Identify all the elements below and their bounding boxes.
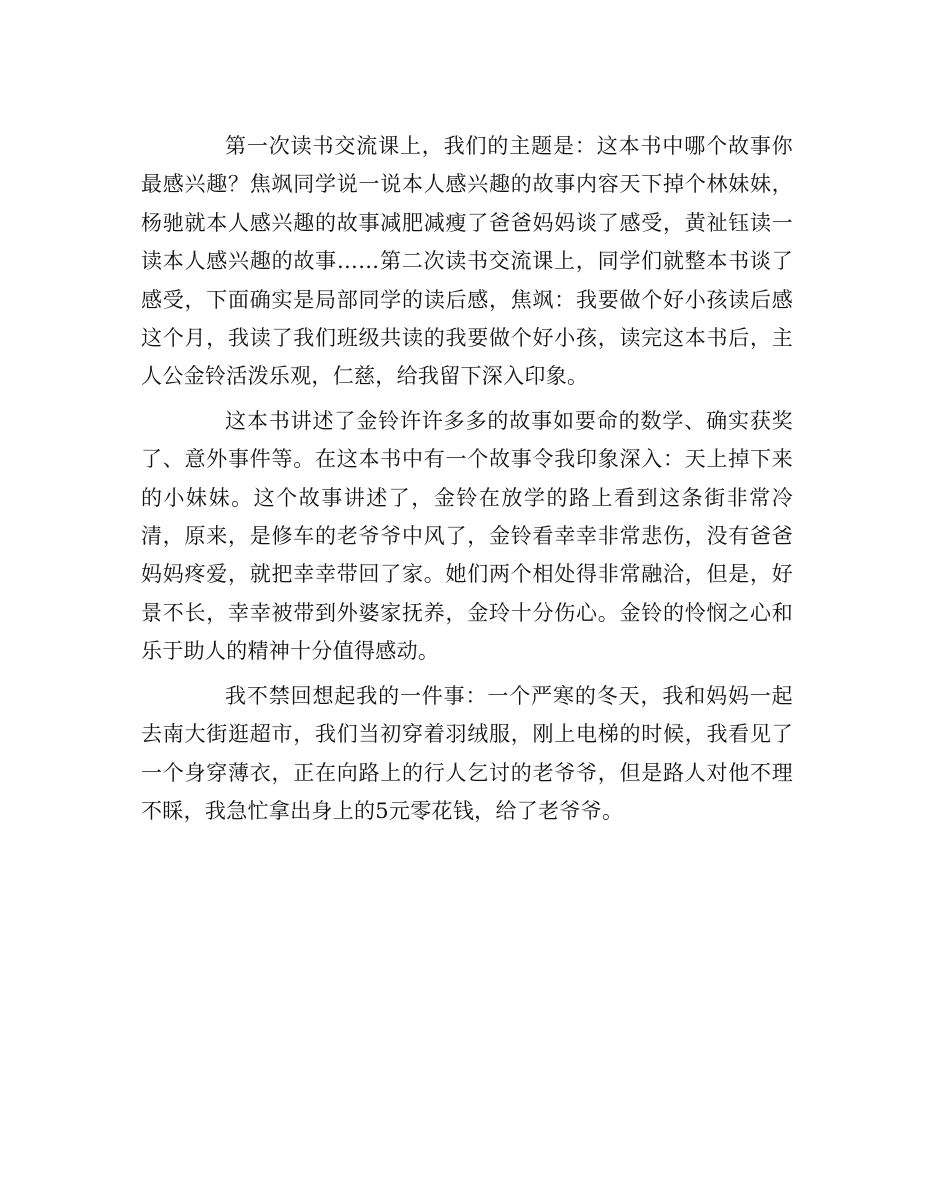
paragraph-line: 乐于助人的精神十分值得感动。 [141,639,440,664]
paragraph-line: 我不禁回想起我的一件事：一个严寒的冬天，我和妈妈一起 [225,683,793,708]
paragraph-line: 妈妈疼爱，就把幸幸带回了家。她们两个相处得非常融洽，但是，好 [141,562,793,587]
paragraph-line: 了、意外事件等。在这本书中有一个故事令我印象深入：天上掉下来 [141,447,793,472]
paragraph-line: 最感兴趣？焦飒同学说一说本人感兴趣的故事内容天下掉个林妹妹， [141,172,793,197]
paragraph-line: 这本书讲述了金铃许许多多的故事如要命的数学、确实获奖 [225,408,793,433]
paragraph-line: 读本人感兴趣的故事……第二次读书交流课上，同学们就整本书谈了 [141,249,793,274]
document-body [141,127,793,836]
paragraph-3 [141,677,793,831]
paragraph-line: 感受，下面确实是局部同学的读后感，焦飒：我要做个好小孩读后感 [141,287,793,312]
paragraph-line: 景不长，幸幸被带到外婆家抚养，金玲十分伤心。金铃的怜悯之心和 [141,600,793,625]
paragraph-line: 不睬，我急忙拿出身上的5元零花钱，给了老爷爷。 [141,798,624,823]
paragraph-line: 一个身穿薄衣，正在向路上的行人乞讨的老爷爷，但是路人对他不理 [141,760,793,785]
paragraph-line: 人公金铃活泼乐观，仁慈，给我留下深入印象。 [141,364,589,389]
paragraph-line: 的小妹妹。这个故事讲述了，金铃在放学的路上看到这条街非常冷 [141,485,793,510]
paragraph-line: 杨驰就本人感兴趣的故事减肥减瘦了爸爸妈妈谈了感受，黄祉钰读一 [141,210,793,235]
paragraph-line: 去南大街逛超市，我们当初穿着羽绒服，刚上电梯的时候，我看见了 [141,722,793,747]
paragraph-1 [141,127,793,396]
paragraph-line: 这个月，我读了我们班级共读的我要做个好小孩，读完这本书后，主 [141,326,793,351]
paragraph-2 [141,402,793,671]
paragraph-line: 第一次读书交流课上，我们的主题是：这本书中哪个故事你 [225,134,793,158]
paragraph-line: 清，原来，是修车的老爷爷中风了，金铃看幸幸非常悲伤，没有爸爸 [141,524,793,549]
